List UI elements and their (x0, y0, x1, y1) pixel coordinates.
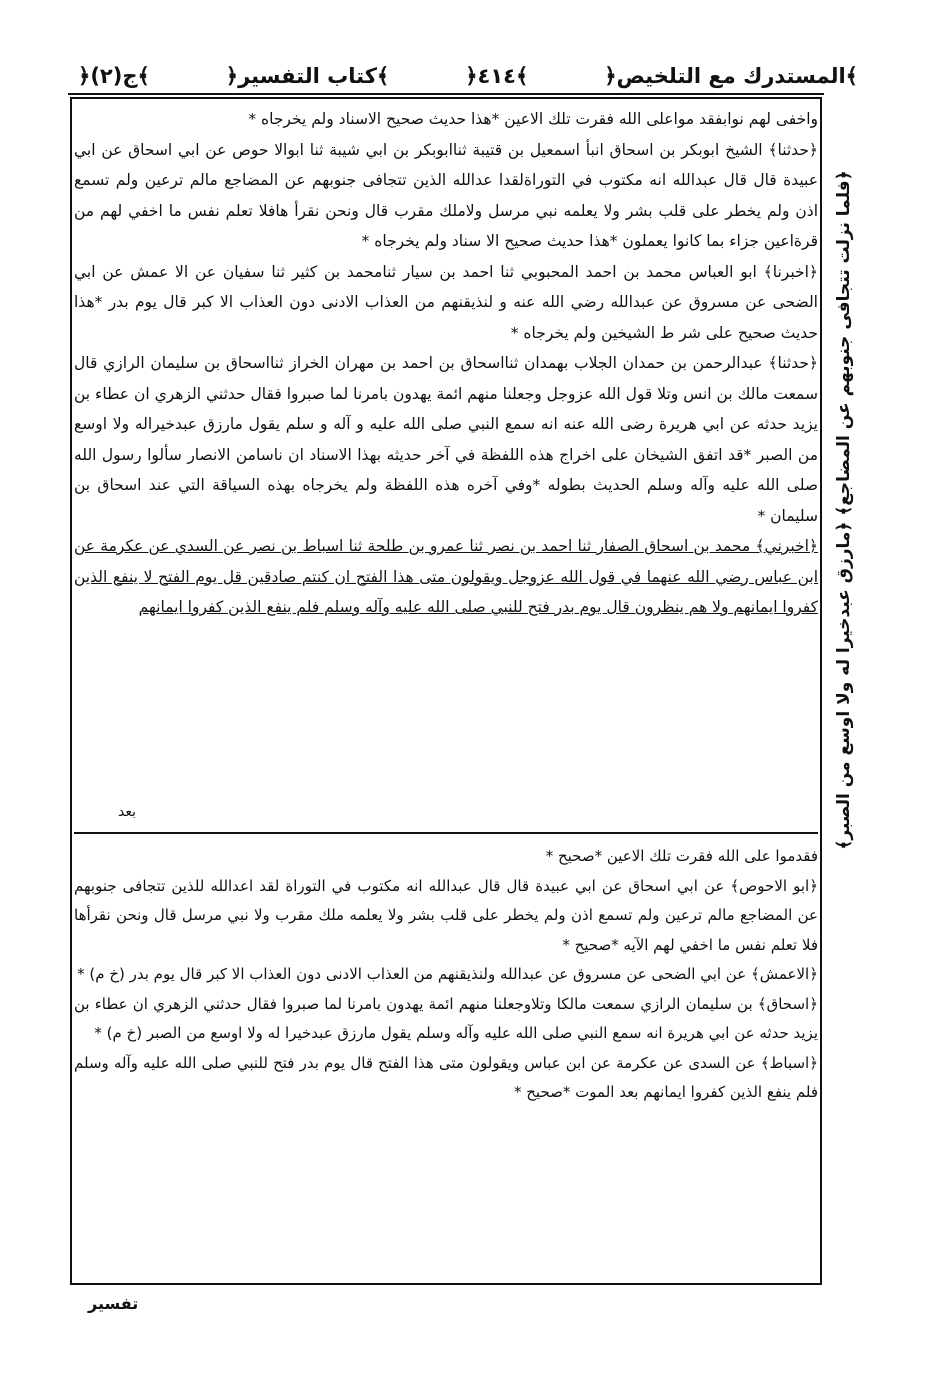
volume-number: ﴿ج(٢)﴾ (78, 64, 150, 88)
note-paragraph-3: ﴿الاعمش﴾ عن ابي الضحى عن مسروق عن عبدالله ولنذيقنهم من العذاب الادنى دون العذاب الا كبر قال يوم بدر (خ م) * (77, 965, 818, 983)
note-paragraph-2: ﴿ابو الاحوص﴾ عن ابي اسحاق عن ابي عبيدة قال قال عبدالله انه مكتوب في التوراة لقد اعدالله للذين تتجافى جنوبهم عن المضاجع مالم ترعين ولم تسمع اذن ولم يخطر على قلب بشر ولا يعلمه ملك مقرب ولا نبي مرسل قال ونحن نقرأها فلا تعلم نفس ما اخفي لهم الآيه *صحيح * (74, 876, 818, 954)
section-title: ﴿كتاب التفسير﴾ (225, 64, 390, 88)
page-number: ﴿٤١٤﴾ (465, 64, 529, 88)
book-title: ﴿المستدرك مع التلخيص﴾ (604, 64, 858, 88)
carry-word: بعد (118, 804, 136, 820)
main-text (74, 104, 818, 794)
main-paragraph-1: واخفى لهم نوابفقد مواعلى الله فقرت تلك الاعين *هذا حديث صحيح الاسناد ولم يخرجاه * (248, 110, 818, 128)
main-paragraph-4: ﴿حدثنا﴾ عبدالرحمن بن حمدان الجلاب بهمدان ثنااسحاق بن احمد بن مهران الخراز ثنااسحاق بن سليمان الرازي قال سمعت مالك بن انس وتلا قول الله عزوجل وجعلنا منهم ائمة يهدون بامرنا لما صبروا فقال حدثني الزهري ان عطاء بن يزيد حدثه عن ابي هريرة رضى الله عنه انه سمع النبي صلى الله عليه و آله و سلم يقول مارزق عبدخيراله ولا اوسع من الصبر *قد اتفق الشيخان على اخراج هذه اللفظة في آخر حديثه بهذا الاسناد ان ناسامن الانصار سألوا رسول الله صلى الله عليه وآله وسلم الحديث بطوله *وفي آخره هذه اللفظة ولم يخرجاه بهذه السياقة التي عند اسحاق بن سليمان * (74, 354, 818, 525)
header-rule (68, 93, 824, 95)
page-header (78, 58, 858, 94)
footer-label: تفسير (88, 1294, 139, 1313)
margin-notes (820, 170, 870, 850)
note-paragraph-4: ﴿اسحاق﴾ بن سليمان الرازي سمعت مالكا وتلاوجعلنا منهم ائمة يهدون بامرنا لما صبروا فقال حدثني الزهري ان عطاء بن يزيد حدثه عن ابي هريرة انه سمع النبي صلى الله عليه وآله وسلم يقول مارزق عبدخيرا له ولا اوسع من الصبر (خ م) * (74, 994, 818, 1042)
main-paragraph-3: ﴿اخبرنا﴾ ابو العباس محمد بن احمد المحبوبي ثنا احمد بن سيار ثنامحمد بن كثير ثنا سفيان عن الا عمش عن ابي الضحى عن مسروق عن عبدالله رضي الله عنه و لنذيقنهم من العذاب الادنى دون العذاب الا كبر قال يوم بدر *هذا حديث صحيح على شر ط الشيخين ولم يخرجاه * (74, 262, 818, 342)
summary-notes (74, 842, 818, 1278)
notes-divider (74, 832, 818, 834)
main-paragraph-2: ﴿حدثنا﴾ الشيخ ابوبكر بن اسحاق انبأ اسمعيل بن قتيبة ثناابوبكر بن ابي شيبة ثنا ابوالا حوص عن ابي اسحاق عن ابي عبيدة قال قال عبدالله انه مكتوب في التوراةلقدا عدالله الذين تتجافى جنوبهم عن المضاجع مالم ترعين ولم تسمع اذن ولم يخطر على قلب بشر ولا يعلمه نبي مرسل ولاملك مقرب قال ونحن نقرأ هافلا تعلم نفس ما اخفي لهم من قرةاعين جزاء بما كانوا يعملون *هذا حديث صحيح الا سناد ولم يخرجاه * (74, 140, 818, 250)
main-paragraph-5: ﴿اخبرني﴾ محمد بن اسحاق الصفار ثنا احمد بن نصر ثنا عمرو بن طلحة ثنا اسباط بن نصر عن السدي عن عكرمة عن ابن عباس رضي الله عنهما في قول الله عزوجل ويقولون متى هذا الفتح ان كنتم صادقين قل يوم الفتح لا ينفع الذين كفروا ايمانهم ولا هم ينظرون قال يوم بدر فتح للنبي صلى الله عليه وآله وسلم فلم ينفع الذين كفروا ايمانهم (74, 537, 818, 616)
note-paragraph-1: فقدموا على الله فقرت تلك الاعين *صحيح * (545, 847, 818, 865)
margin-note-text: ﴿فلما نزلت تتجافى جنوبهم عن المضاجع﴾ ﴿مارزق عبدخيرا له ولا اوسع من الصبر﴾ (834, 170, 854, 850)
note-paragraph-5: ﴿اسباط﴾ عن السدى عن عكرمة عن ابن عباس ويقولون متى هذا الفتح قال يوم بدر فتح للنبي صلى الله عليه وآله وسلم فلم ينفع الذين كفروا ايمانهم بعد الموت *صحيح * (74, 1053, 818, 1101)
